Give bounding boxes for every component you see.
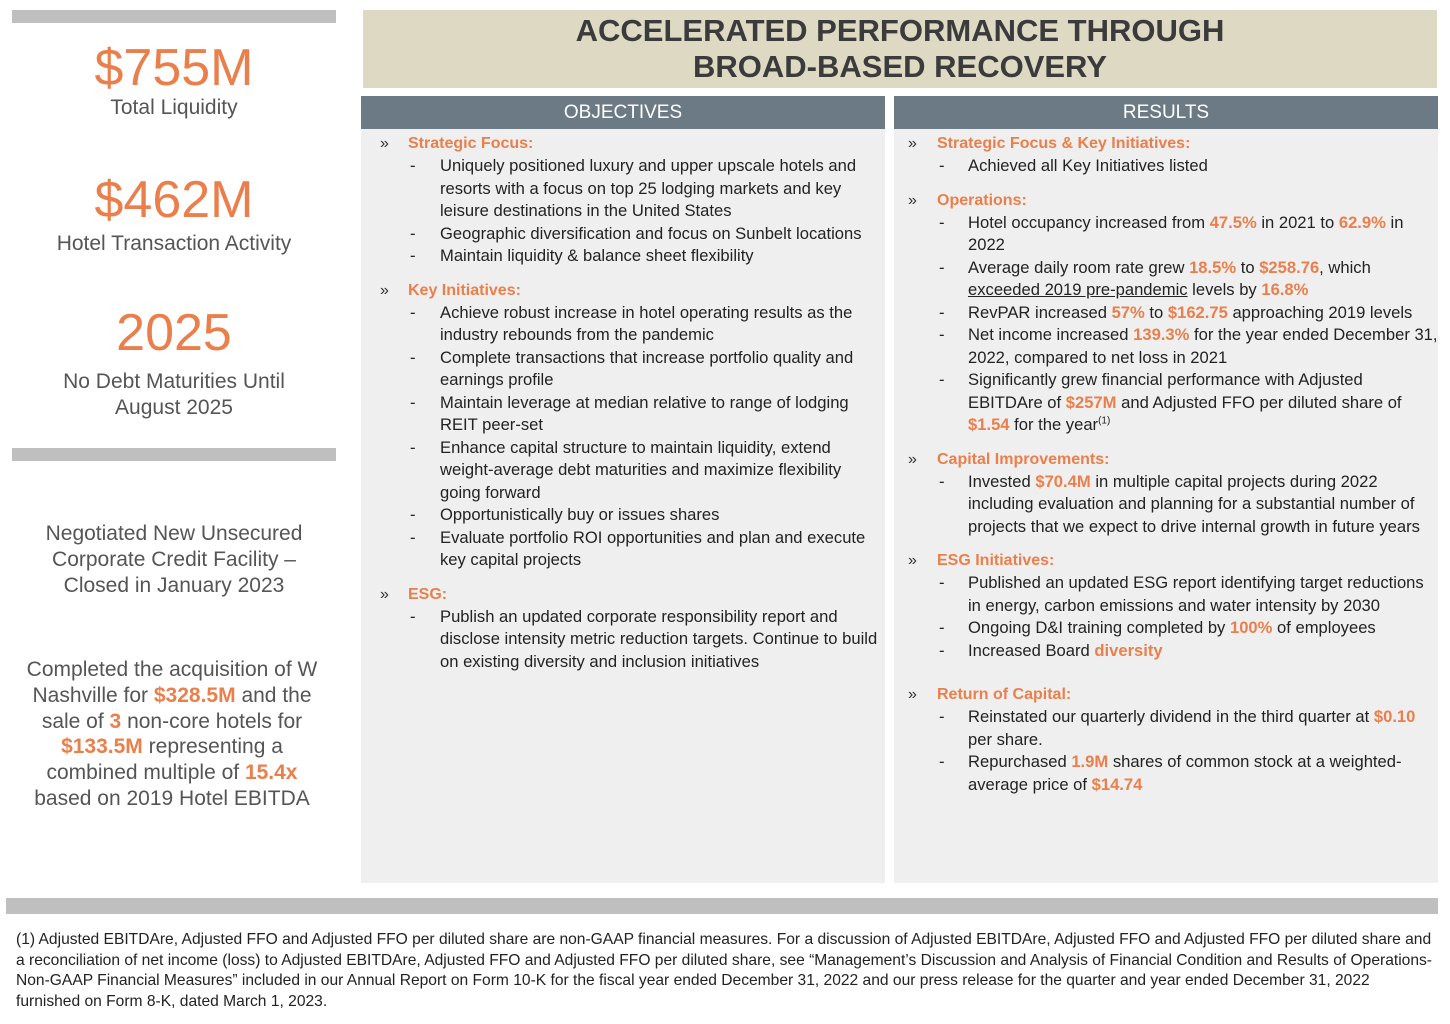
list-item bbox=[361, 347, 885, 392]
item-text: and Adjusted FFO per diluted share of bbox=[1116, 392, 1402, 412]
metric-maturity-value: 2025 bbox=[116, 304, 232, 362]
list-item bbox=[361, 223, 885, 246]
list-item bbox=[361, 155, 885, 223]
list-item bbox=[894, 212, 1438, 257]
item-text: Maintain liquidity & balance sheet flexibility bbox=[440, 246, 754, 265]
item-text: in 2022 bbox=[968, 212, 1404, 254]
item-text: , which bbox=[1319, 257, 1371, 277]
adr-vs-2019-value: 16.8% bbox=[1261, 280, 1309, 299]
section-label: ESG: bbox=[408, 585, 448, 603]
bullet-list bbox=[894, 212, 1438, 437]
dash-icon: - bbox=[939, 707, 945, 726]
objectives-strategic-section bbox=[361, 133, 885, 268]
item-text: levels by bbox=[1187, 280, 1262, 299]
results-header: RESULTS bbox=[894, 96, 1438, 129]
list-item bbox=[361, 606, 885, 674]
chevron-icon: » bbox=[380, 281, 389, 299]
acq-line bbox=[10, 709, 334, 735]
dash-icon: - bbox=[939, 302, 945, 322]
page-title-banner bbox=[363, 10, 1437, 88]
list-item bbox=[894, 324, 1438, 369]
dash-icon: - bbox=[410, 527, 416, 547]
metric-maturity-label bbox=[12, 369, 336, 421]
section-heading bbox=[894, 684, 1438, 706]
acq-text: combined multiple of bbox=[46, 761, 245, 785]
chevron-icon: » bbox=[380, 585, 389, 603]
dividend-value: $0.10 bbox=[1373, 707, 1416, 726]
acq-text: Completed the acquisition of W bbox=[26, 658, 318, 681]
section-heading bbox=[894, 449, 1438, 471]
list-item bbox=[894, 572, 1438, 617]
section-label: Capital Improvements: bbox=[937, 450, 1110, 468]
left-top-divider bbox=[12, 10, 336, 23]
section-heading bbox=[894, 190, 1438, 212]
training-value: 100% bbox=[1229, 618, 1273, 637]
dash-icon: - bbox=[410, 223, 416, 243]
dash-icon: - bbox=[410, 156, 416, 175]
ffo-per-share-value: $1.54 bbox=[968, 415, 1010, 434]
acq-text: based on 2019 Hotel EBITDA bbox=[34, 786, 310, 810]
section-label: Key Initiatives: bbox=[408, 281, 521, 299]
acq-line bbox=[10, 760, 334, 786]
dash-icon: - bbox=[939, 370, 945, 389]
list-item bbox=[894, 751, 1438, 796]
acq-line bbox=[10, 657, 334, 683]
revpar-value: $162.75 bbox=[1167, 302, 1228, 322]
adr-growth-value: 18.5% bbox=[1189, 257, 1237, 277]
item-text: for the year ended December 31, 2022, compared to net loss in 2021 bbox=[968, 325, 1438, 367]
item-text: Evaluate portfolio ROI opportunities and plan and execute key capital projects bbox=[440, 527, 866, 569]
bullet-list bbox=[361, 606, 885, 674]
item-text: Invested bbox=[968, 471, 1036, 491]
bullet-list bbox=[894, 572, 1438, 662]
item-text: in multiple capital projects during 2022 including evaluation and planning for a substantial number of projects that we expect to drive internal growth in future years bbox=[968, 471, 1420, 536]
repurchase-shares-value: 1.9M bbox=[1071, 752, 1109, 771]
bullet-list bbox=[894, 471, 1438, 539]
dash-icon: - bbox=[410, 302, 416, 322]
acq-text: sale of bbox=[41, 709, 110, 733]
dash-icon: - bbox=[939, 752, 945, 771]
acq-line bbox=[10, 683, 334, 709]
credit-line: Negotiated New Unsecured bbox=[45, 522, 303, 545]
bullet-list bbox=[361, 302, 885, 572]
chevron-icon: » bbox=[908, 450, 917, 468]
item-text: Repurchased bbox=[968, 752, 1072, 771]
item-text: for the year bbox=[1009, 415, 1099, 434]
list-item bbox=[894, 706, 1438, 751]
dash-icon: - bbox=[410, 347, 416, 367]
list-item bbox=[361, 527, 885, 572]
metric-maturity-line2: August 2025 bbox=[115, 396, 233, 419]
chevron-icon: » bbox=[908, 135, 917, 152]
list-item bbox=[361, 437, 885, 505]
capex-value: $70.4M bbox=[1035, 471, 1091, 491]
metric-liquidity-value: $755M bbox=[94, 39, 254, 97]
page-title: ACCELERATED PERFORMANCE THROUGH BROAD-BASED RECOVERY bbox=[575, 13, 1225, 84]
item-text: of employees bbox=[1272, 618, 1376, 637]
item-text: Average daily room rate grew bbox=[968, 257, 1190, 277]
metric-maturity-line1: No Debt Maturities Until bbox=[63, 370, 285, 393]
objectives-header: OBJECTIVES bbox=[361, 96, 885, 129]
acq-line bbox=[10, 786, 334, 812]
acq-text: representing a bbox=[142, 735, 283, 759]
item-text: Ongoing D&I training completed by bbox=[968, 618, 1230, 637]
acq-multiple-value: 15.4x bbox=[244, 761, 298, 785]
section-heading bbox=[361, 584, 885, 606]
item-text: Significantly grew financial performance with Adjusted EBITDAre of bbox=[968, 370, 1363, 412]
metric-transaction-label: Hotel Transaction Activity bbox=[56, 232, 292, 255]
item-text-underlined: exceeded 2019 pre-pandemic bbox=[968, 280, 1188, 299]
objectives-esg-section bbox=[361, 584, 885, 674]
objectives-key-section bbox=[361, 280, 885, 572]
diversity-highlight: diversity bbox=[1094, 640, 1163, 660]
item-text: Maintain leverage at median relative to range of lodging REIT peer-set bbox=[440, 392, 849, 434]
revpar-growth-value: 57% bbox=[1111, 302, 1145, 322]
item-text: Publish an updated corporate responsibility report and disclose intensity metric reduction targets. Continue to build on existing diversity and inclusion initiatives bbox=[440, 606, 878, 671]
item-text: Uniquely positioned luxury and upper upscale hotels and resorts with a focus on top 25 lodging markets and key leisure destinations in the United States bbox=[440, 156, 857, 220]
list-item bbox=[894, 640, 1438, 663]
bullet-list bbox=[894, 155, 1438, 178]
list-item bbox=[894, 257, 1438, 302]
item-text: to bbox=[1236, 257, 1260, 277]
bullet-list bbox=[361, 155, 885, 268]
occupancy-2022-value: 62.9% bbox=[1338, 212, 1386, 232]
dash-icon: - bbox=[410, 606, 416, 626]
acq-sale-value: $133.5M bbox=[61, 735, 143, 759]
list-item bbox=[894, 369, 1438, 437]
dash-icon: - bbox=[939, 212, 945, 232]
item-text: to bbox=[1144, 302, 1168, 322]
chevron-icon: » bbox=[908, 552, 917, 569]
item-text: Geographic diversification and focus on Sunbelt locations bbox=[440, 223, 862, 243]
dash-icon: - bbox=[410, 505, 416, 524]
chevron-icon: » bbox=[380, 135, 389, 152]
section-label: Strategic Focus & Key Initiatives: bbox=[937, 135, 1191, 152]
section-label: Operations: bbox=[937, 191, 1027, 209]
item-text: Complete transactions that increase portfolio quality and earnings profile bbox=[440, 347, 854, 389]
list-item bbox=[361, 392, 885, 437]
list-item bbox=[361, 504, 885, 527]
results-panel bbox=[894, 96, 1438, 883]
objectives-panel bbox=[361, 96, 885, 883]
section-heading bbox=[361, 133, 885, 155]
acq-text: Nashville for bbox=[32, 683, 154, 707]
dash-icon: - bbox=[410, 246, 416, 265]
dash-icon: - bbox=[939, 640, 945, 660]
section-label: Return of Capital: bbox=[937, 686, 1072, 703]
results-esg-section bbox=[894, 550, 1438, 662]
credit-line: Corporate Credit Facility – bbox=[52, 548, 296, 571]
bottom-divider bbox=[6, 898, 1438, 914]
dash-icon: - bbox=[939, 618, 945, 637]
metric-transaction-value: $462M bbox=[94, 171, 254, 229]
item-text: Reinstated our quarterly dividend in the third quarter at bbox=[968, 707, 1374, 726]
bullet-list bbox=[894, 706, 1438, 796]
section-label: Strategic Focus: bbox=[408, 135, 534, 152]
item-text: RevPAR increased bbox=[968, 302, 1112, 322]
dash-icon: - bbox=[939, 257, 945, 277]
footnote-marker: (1) bbox=[1098, 415, 1111, 427]
results-capital-section bbox=[894, 449, 1438, 539]
acq-line bbox=[10, 734, 334, 760]
acq-text: and the bbox=[235, 683, 312, 707]
item-text: Net income increased bbox=[968, 325, 1134, 344]
item-text: Hotel occupancy increased from bbox=[968, 212, 1210, 232]
section-label: ESG Initiatives: bbox=[937, 552, 1055, 569]
acq-price-value: $328.5M bbox=[153, 683, 236, 707]
metric-liquidity-label: Total Liquidity bbox=[110, 96, 238, 119]
list-item bbox=[894, 471, 1438, 539]
acq-text: non-core hotels for bbox=[121, 709, 303, 733]
section-heading bbox=[361, 280, 885, 302]
results-strategic-section bbox=[894, 133, 1438, 178]
credit-facility-note bbox=[14, 521, 334, 599]
repurchase-price-value: $14.74 bbox=[1091, 774, 1143, 794]
net-income-growth-value: 139.3% bbox=[1133, 325, 1190, 344]
adr-value: $258.76 bbox=[1259, 257, 1320, 277]
item-text: approaching 2019 levels bbox=[1227, 302, 1413, 322]
item-text: Achieve robust increase in hotel operating results as the industry rebounds from the pandemic bbox=[440, 302, 853, 344]
section-heading bbox=[894, 133, 1438, 155]
dash-icon: - bbox=[939, 573, 945, 592]
credit-line: Closed in January 2023 bbox=[63, 574, 285, 597]
footnote-text: (1) Adjusted EBITDAre, Adjusted FFO and Adjusted FFO per diluted share are non-GAAP financial measures. For a discussion of Adjusted EBITDAre, Adjusted FFO and Adjusted FFO per diluted share and a reconciliation of net income (loss) to Adjusted EBITDAre, Adjusted FFO and Adjusted FFO per diluted share, see “Management’s Discussion and Analysis of Financial Condition and Results of Operations-Non-GAAP Financial Measures” included in our Annual Report on Form 10-K for the fiscal year ended December 31, 2022 and our press release for the quarter and year ended December 31, 2022 furnished on Form 8-K, dated March 1, 2023. bbox=[16, 931, 1432, 1010]
list-item bbox=[361, 302, 885, 347]
list-item bbox=[361, 245, 885, 268]
left-mid-divider bbox=[12, 448, 336, 461]
dash-icon: - bbox=[939, 471, 945, 491]
chevron-icon: » bbox=[908, 686, 917, 703]
chevron-icon: » bbox=[908, 191, 917, 209]
list-item bbox=[894, 617, 1438, 640]
item-text: per share. bbox=[968, 729, 1043, 749]
list-item bbox=[894, 302, 1438, 325]
section-heading bbox=[894, 550, 1438, 572]
item-text: Published an updated ESG report identifying target reductions in energy, carbon emissions and water intensity by 2030 bbox=[968, 573, 1424, 615]
ebitdare-value: $257M bbox=[1065, 392, 1117, 412]
dash-icon: - bbox=[410, 392, 416, 412]
results-operations-section bbox=[894, 190, 1438, 437]
acq-hotel-count: 3 bbox=[109, 709, 122, 733]
occupancy-2021-value: 47.5% bbox=[1209, 212, 1257, 232]
item-text: Achieved all Key Initiatives listed bbox=[968, 156, 1208, 175]
dash-icon: - bbox=[939, 156, 945, 175]
list-item bbox=[894, 155, 1438, 178]
acquisition-note bbox=[10, 657, 334, 812]
item-text: Enhance capital structure to maintain liquidity, extend weight-average debt maturities and maximize flexibility going forward bbox=[440, 437, 842, 502]
dash-icon: - bbox=[410, 437, 416, 457]
item-text: in 2021 to bbox=[1256, 212, 1339, 232]
item-text: Increased Board bbox=[968, 640, 1095, 660]
item-text: Opportunistically buy or issues shares bbox=[440, 505, 720, 524]
dash-icon: - bbox=[939, 325, 945, 344]
results-return-section bbox=[894, 684, 1438, 796]
item-text: shares of common stock at a weighted-average price of bbox=[968, 752, 1402, 794]
